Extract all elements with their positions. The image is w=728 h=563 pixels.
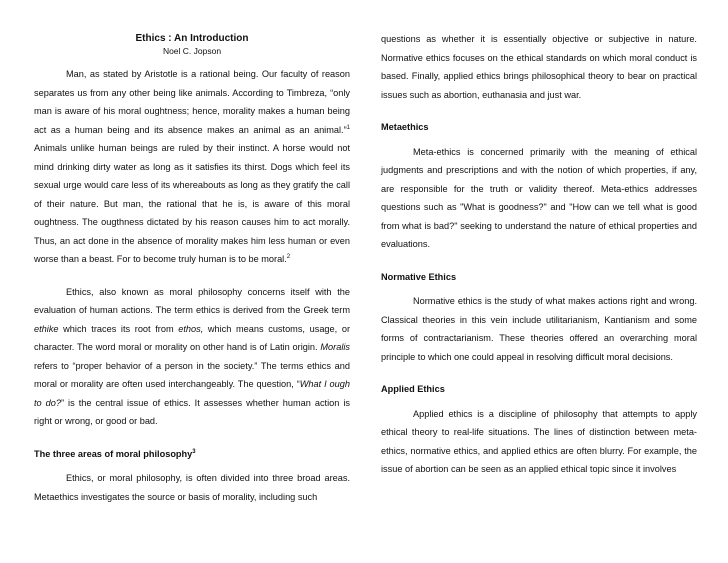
footnote-3: 3 [192,448,196,455]
footnote-2: 2 [286,253,291,260]
ethics-text-b: which traces its root from [58,323,179,334]
heading-metaethics: Metaethics [381,122,429,132]
heading-normative-ethics: Normative Ethics [381,271,457,282]
ethics-text-c: which means customs, usage, or character. The word moral or morality on other hand is of Latin origin. [34,323,351,352]
term-ethos: ethos, [178,323,204,334]
paragraph-ethics-definition [34,283,350,431]
term-ethike: ethike [34,323,59,334]
paragraph-continued: questions as whether it is essentially objective or subjective in nature. Normative ethics focuses on the ethical standards on which moral conduct is based. Finally, applied ethics brings philosophical theory to bear on practical issues such as abortion, euthanasia and just war. [381,34,697,100]
ethics-text-a: Ethics, also known as moral philosophy concerns itself with the evaluation of human actions. The term ethics is derived from the Greek term [34,286,350,315]
document-author: Noel C. Jopson [162,46,222,56]
term-moralis: Moralis [320,342,350,352]
intro-text-b: Animals unlike human beings are ruled by their instinct. A horse would not mind drinking dirty water as long as it satisfies its thirst. Dogs which feel its sexual urge would care less of its whereabouts as long as they gratify the call of their nature. But man, the rational that he is, is aware of this moral oughtness. The ougthness dictated by his reason causes him to act morally. Thus, an act done in the absence of morality makes him less human or even worse than a beast. For to become truly human is to be moral. [34,143,350,264]
heading-applied-ethics: Applied Ethics [381,384,445,394]
heading-three-areas-text: The three areas of moral philosophy [34,448,193,459]
document-title: Ethics : An Introduction [135,33,249,44]
ethics-text-e: ” is the central issue of ethics. It assesses whether human action is right or wrong, or good or bad. [34,397,351,426]
right-column [381,30,697,479]
term-question: What I ough to do? [34,379,350,408]
ethics-text-d: refers to “proper behavior of a person in the society.” The terms ethics and moral or morality are often used interchangeably. The question, “ [34,360,350,389]
paragraph-three-areas: Ethics, or moral philosophy, is often divided into three broad areas. Metaethics investigates the source or basis of morality, including such [34,473,350,502]
intro-text-a: Man, as stated by Aristotle is a rational being. Our faculty of reason separates us from any other being like animals. According to Timbreza, “only man is aware of his moral oughtness; hence, morality makes a human being act as a human being and its absence makes an animal as an animal.” [34,69,350,135]
heading-three-areas [34,445,350,464]
paragraph-intro [34,65,350,269]
paragraph-metaethics: Meta-ethics is concerned primarily with the meaning of ethical judgments and prescriptions and with the notion of which properties, if any, are responsible for the truth or validity thereof. Meta-ethics addresses questions such as "What is goodness?" and "How can we tell what is good from what is bad?" seeking to understand the nature of ethical properties and evaluations. [381,146,697,249]
left-column [34,0,350,506]
paragraph-normative-ethics: Normative ethics is the study of what makes actions right and wrong. Classical theories in this vein include utilitarianism, Kantianism and some forms of contractarianism. These theories offered an overarching moral principle to which one could appeal in resolving difficult moral decisions. [381,296,697,362]
footnote-1: 1 [346,124,350,131]
paragraph-applied-ethics: Applied ethics is a discipline of philosophy that attempts to apply ethical theory to real-life situations. The lines of distinction between meta-ethics, normative ethics, and applied ethics are often blurry. For example, the issue of abortion can be seen as an applied ethical topic since it involves [381,408,697,474]
